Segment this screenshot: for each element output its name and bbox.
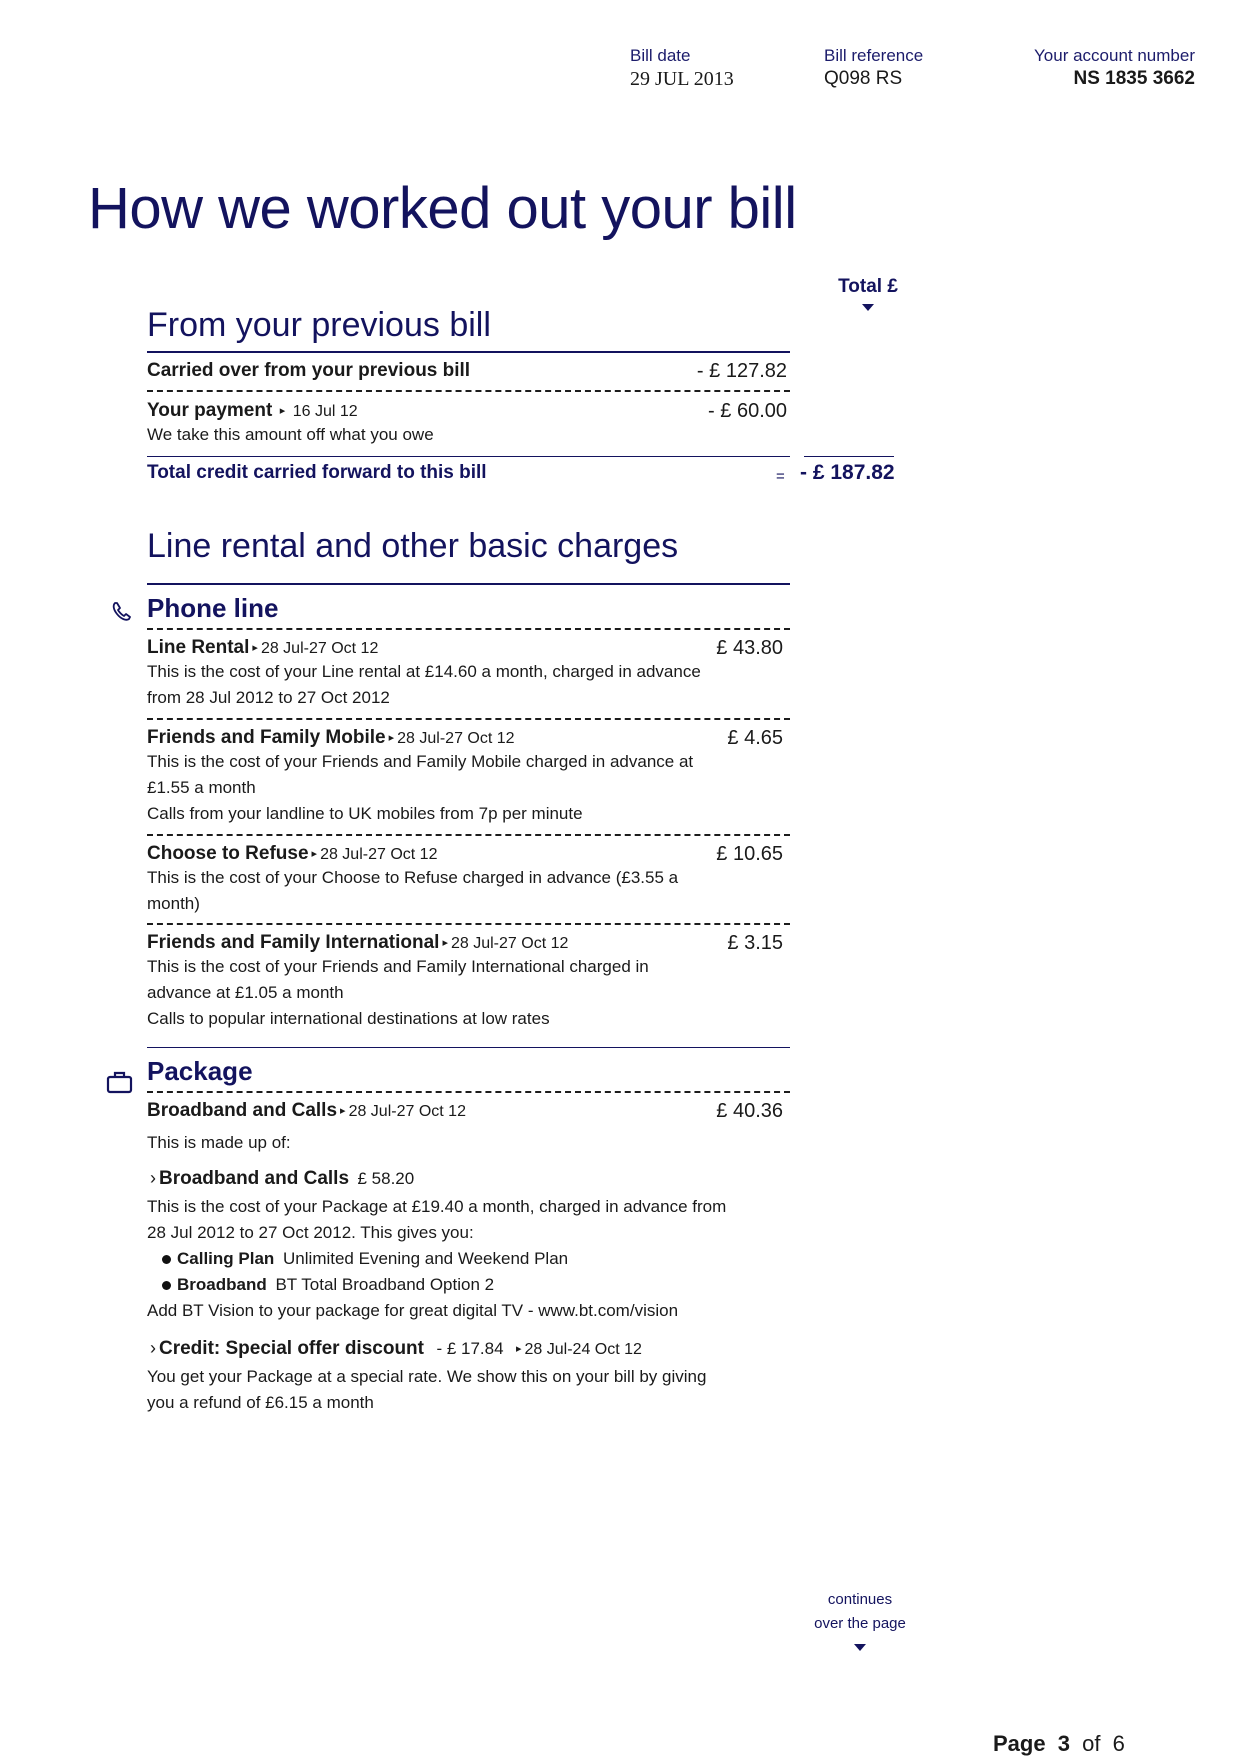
bill-reference-label: Bill reference: [824, 46, 924, 65]
bill-reference-block: [824, 46, 923, 90]
package-title: Package: [147, 1056, 253, 1086]
dashed-divider: [147, 718, 790, 720]
briefcase-icon: [106, 1070, 134, 1094]
line-item-description: month): [147, 894, 200, 913]
bullet-label: Calling Plan: [177, 1249, 275, 1268]
package-row: [147, 1100, 787, 1122]
down-triangle-icon: [862, 304, 874, 311]
dashed-divider: [147, 628, 790, 630]
line-item-row: [147, 727, 787, 827]
arrow-icon: ▸: [516, 1343, 522, 1355]
line-item-description: This is the cost of your Choose to Refuse charged in advance (£3.55 a: [147, 868, 679, 887]
bill-date-block: [630, 46, 734, 91]
line-item-description: Calls from your landline to UK mobiles from 7p per minute: [147, 804, 583, 823]
line-item-amount: £ 10.65: [716, 843, 783, 865]
account-number-block: [1034, 46, 1195, 90]
chevron-right-icon: ›: [150, 1338, 156, 1358]
carried-over-amount: - £ 127.82: [696, 360, 787, 382]
payment-date: 16 Jul 12: [292, 403, 358, 420]
total-credit-text: Total credit carried forward to this bill: [147, 462, 487, 483]
arrow-icon: ▸: [388, 732, 395, 744]
bill-date-label: Bill date: [630, 46, 691, 65]
line-item-row: [147, 843, 787, 917]
continues-note: [790, 1588, 930, 1651]
dashed-divider: [147, 390, 790, 392]
payment-row: [147, 400, 787, 448]
line-item-date: 28 Jul-27 Oct 12: [320, 846, 438, 863]
section-divider: [147, 351, 790, 353]
bullet-row: [147, 1272, 807, 1298]
bt-vision-promo: Add BT Vision to your package for great digital TV - www.bt.com/vision: [147, 1301, 679, 1320]
down-triangle-icon: [854, 1644, 866, 1651]
package-made-up-text: This is made up of:: [147, 1133, 291, 1152]
phone-line-title: Phone line: [147, 593, 279, 623]
page-current: 3: [1057, 1731, 1070, 1756]
line-item-name: Choose to Refuse: [147, 843, 309, 864]
line-item-description: advance at £1.05 a month: [147, 983, 344, 1002]
line-item-description: This is the cost of your Friends and Family Mobile charged in advance at: [147, 752, 694, 771]
package-date: 28 Jul-27 Oct 12: [348, 1103, 466, 1120]
dashed-divider: [147, 1091, 790, 1093]
sub-item-description: This is the cost of your Package at £19.40 a month, charged in advance from: [147, 1197, 727, 1216]
line-item-description: This is the cost of your Line rental at £14.60 a month, charged in advance: [147, 662, 701, 681]
carried-over-row: [147, 360, 787, 382]
arrow-icon: ▸: [279, 405, 286, 417]
bullet-row: [147, 1246, 807, 1272]
line-rental-title: Line rental and other basic charges: [147, 527, 679, 565]
page-title: How we worked out your bill: [88, 176, 797, 241]
sub-item-amount: £ 58.20: [357, 1169, 415, 1188]
bill-date-value: 29 JUL 2013: [630, 68, 734, 90]
line-item-date: 28 Jul-27 Oct 12: [450, 935, 569, 952]
bullet-label: Broadband: [177, 1275, 267, 1294]
credit-description: you a refund of £6.15 a month: [147, 1393, 374, 1412]
line-item-amount: £ 3.15: [727, 932, 783, 954]
total-divider: [147, 456, 790, 457]
page-number: [993, 1731, 1125, 1757]
continues-text: continues: [827, 1591, 893, 1608]
account-number-value: NS 1835 3662: [1073, 68, 1195, 89]
line-item-date: 28 Jul-27 Oct 12: [397, 730, 515, 747]
credit-row: [150, 1338, 810, 1360]
bill-reference-value: Q098 RS: [824, 68, 903, 89]
previous-bill-title: From your previous bill: [147, 306, 491, 344]
package-amount: £ 40.36: [716, 1100, 783, 1122]
bullet-value: BT Total Broadband Option 2: [275, 1275, 495, 1294]
credit-description: You get your Package at a special rate. We show this on your bill by giving: [147, 1367, 707, 1386]
bullet-icon: [162, 1255, 171, 1264]
carried-over-label: Carried over from your previous bill: [147, 360, 471, 381]
arrow-icon: ▸: [252, 642, 258, 654]
payment-description: We take this amount off what you owe: [147, 425, 434, 444]
continues-text: over the page: [814, 1615, 906, 1632]
total-credit-amount: - £ 187.82: [800, 461, 895, 484]
chevron-right-icon: ›: [150, 1168, 156, 1188]
credit-details: [147, 1364, 807, 1416]
arrow-icon: ▸: [442, 937, 448, 949]
package-name: Broadband and Calls: [147, 1100, 338, 1121]
arrow-icon: ▸: [340, 1105, 346, 1117]
line-item-description: from 28 Jul 2012 to 27 Oct 2012: [147, 688, 390, 707]
payment-amount: - £ 60.00: [708, 400, 787, 422]
page-of: of: [1082, 1731, 1101, 1756]
page-total: 6: [1112, 1731, 1125, 1756]
total-credit-label: [147, 462, 487, 484]
line-item-description: This is the cost of your Friends and Family International charged in: [147, 957, 649, 976]
total-column-label: Total £: [838, 276, 898, 297]
page-word: Page: [993, 1731, 1046, 1756]
total-column-header: [818, 276, 918, 311]
line-item-amount: £ 4.65: [727, 727, 783, 749]
bullet-icon: [162, 1281, 171, 1290]
sub-item-description: 28 Jul 2012 to 27 Oct 2012. This gives you:: [147, 1223, 474, 1242]
phone-icon: [110, 600, 134, 624]
line-item-amount: £ 43.80: [716, 637, 783, 659]
arrow-icon: ▸: [311, 848, 318, 860]
equals-sign: =: [776, 468, 785, 485]
account-number-label: Your account number: [1034, 46, 1195, 65]
line-item-name: Line Rental: [147, 637, 250, 658]
dashed-divider: [147, 923, 790, 925]
package-sub-details: [147, 1194, 807, 1324]
line-item-row: [147, 637, 787, 711]
line-item-name: Friends and Family International: [147, 932, 440, 953]
credit-date: 28 Jul-24 Oct 12: [524, 1341, 642, 1358]
line-item-name: Friends and Family Mobile: [147, 727, 386, 748]
credit-amount: - £ 17.84: [436, 1339, 504, 1358]
total-column-divider: [804, 456, 894, 457]
dashed-divider: [147, 834, 790, 836]
line-item-description: £1.55 a month: [147, 778, 256, 797]
credit-name: Credit: Special offer discount: [159, 1338, 424, 1359]
section-divider: [147, 583, 790, 585]
package-sub-item: [150, 1168, 790, 1190]
line-item-description: Calls to popular international destinations at low rates: [147, 1009, 550, 1028]
line-item-row: [147, 932, 787, 1032]
sub-item-name: Broadband and Calls: [159, 1168, 350, 1189]
payment-label: Your payment: [147, 400, 273, 421]
section-divider: [147, 1047, 790, 1048]
line-item-date: 28 Jul-27 Oct 12: [260, 640, 379, 657]
bullet-value: Unlimited Evening and Weekend Plan: [283, 1249, 569, 1268]
